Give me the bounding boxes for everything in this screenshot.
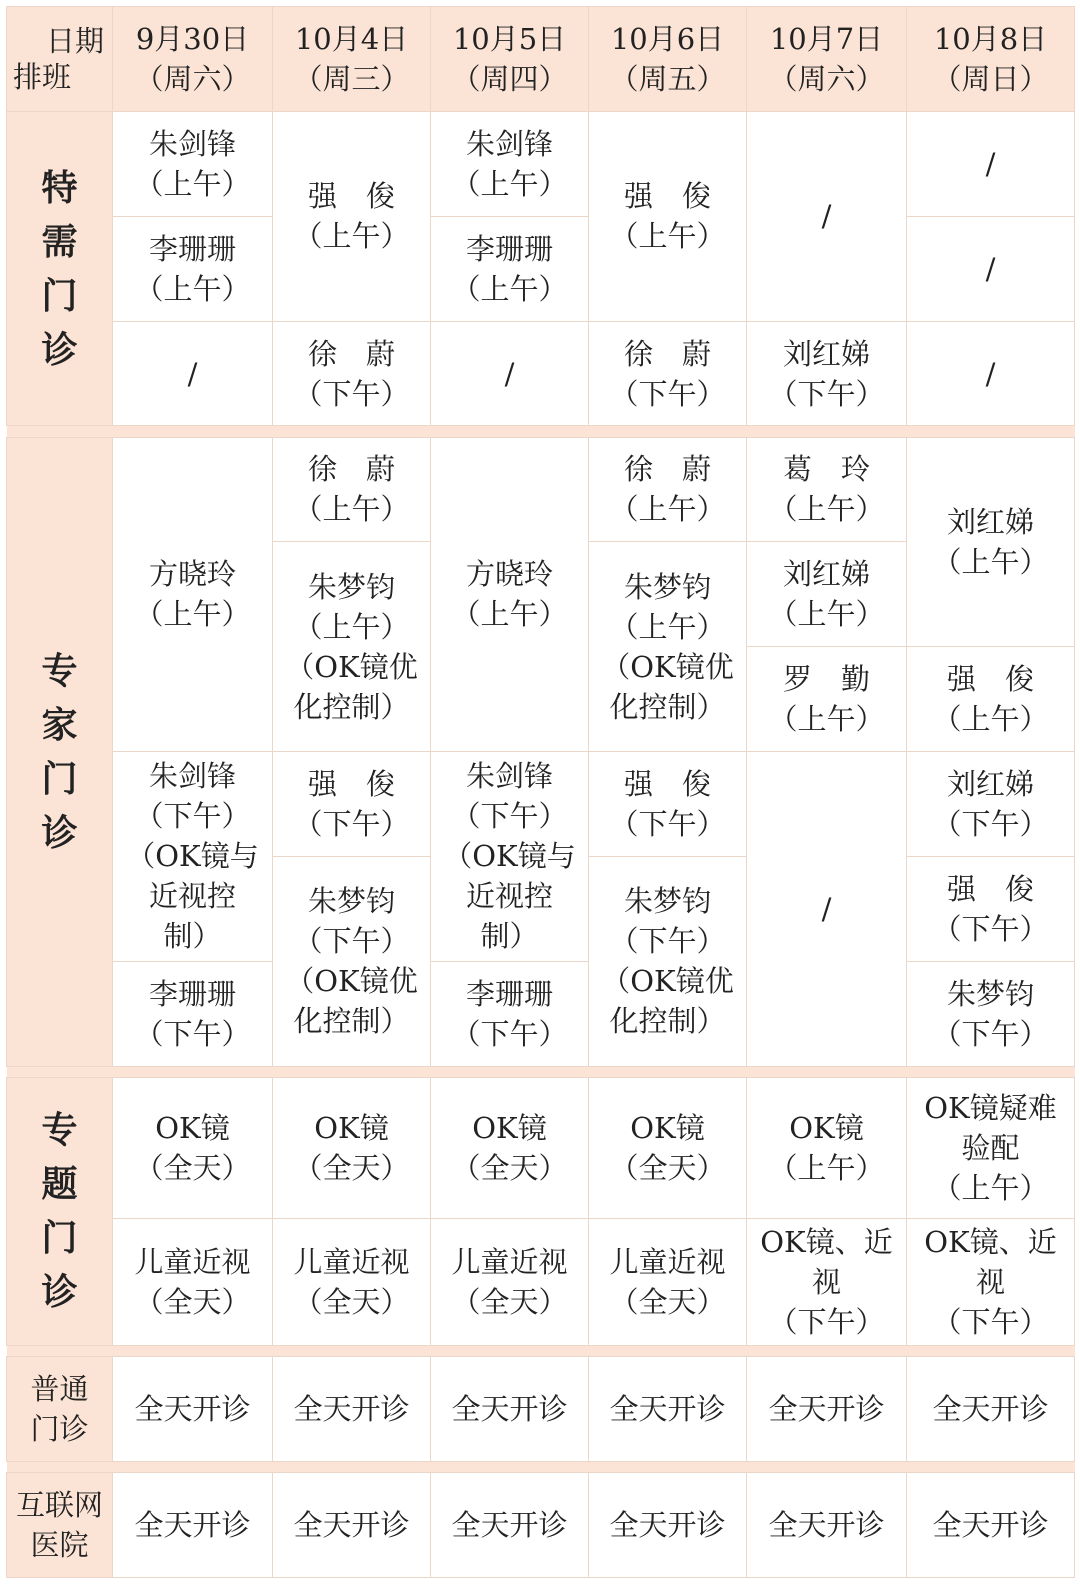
cell-text-line: （上午） (134, 271, 251, 306)
cell-text-line: 门 (41, 1217, 78, 1260)
cell-text-line: 儿童近视 (134, 1244, 251, 1279)
cell-text-line: 医院 (30, 1527, 89, 1562)
cell-text-line: 近视控 (148, 879, 236, 914)
date-header: 10月4日 （周三） (273, 7, 431, 112)
cell-text-line: 化控制） (293, 1004, 410, 1039)
cell-text-line: 化控制） (293, 689, 410, 724)
schedule-cell (747, 647, 907, 752)
schedule-cell: 全天开诊 (907, 1472, 1075, 1577)
cell-text-line: 罗 勤 (782, 662, 870, 697)
cell-text-line: （下午） (293, 924, 410, 959)
cell-text-line: 需 (41, 220, 78, 263)
date-header: 10月8日 （周日） (907, 7, 1075, 112)
cell-text-line: OK镜、近 (760, 1224, 893, 1259)
schedule-cell (907, 647, 1075, 752)
cell-text-line: （上午） (768, 702, 885, 737)
schedule-cell: 全天开诊 (273, 1357, 431, 1462)
header-row (7, 7, 1075, 112)
cell-text-line: 强 俊 (307, 767, 395, 802)
cell-text-line: （下午） (134, 799, 251, 834)
cell-text-line: （下午） (451, 799, 568, 834)
schedule-cell: / (113, 321, 273, 426)
special-row-3 (7, 321, 1075, 426)
section-divider (7, 1066, 1075, 1077)
cell-text-line: 视 (975, 1264, 1005, 1299)
cell-text-line: 朱梦钧 (307, 884, 395, 919)
schedule-cell (431, 111, 589, 216)
schedule-cell: 全天开诊 (431, 1472, 589, 1577)
cell-text-line: 题 (41, 1163, 78, 1206)
cell-text-line: 刘红娣 (946, 504, 1034, 539)
cell-text-line: （OK镜优 (285, 964, 418, 999)
cell-text-line: （上午） (932, 544, 1049, 579)
schedule-cell (589, 321, 747, 426)
cell-text-line: OK镜 (314, 1110, 389, 1145)
schedule-cell: 全天开诊 (431, 1357, 589, 1462)
cell-text-line: （OK镜优 (601, 964, 734, 999)
schedule-cell (747, 542, 907, 647)
cell-text-line: 普通 (30, 1371, 89, 1406)
cell-text-line: （全天） (293, 1284, 410, 1319)
schedule-cell: 全天开诊 (113, 1357, 273, 1462)
cell-text-line: 诊 (41, 328, 78, 371)
section-divider (7, 426, 1075, 437)
cell-text-line: （上午） (451, 597, 568, 632)
cell-text-line: 刘红娣 (946, 767, 1034, 802)
schedule-cell (907, 437, 1075, 647)
schedule-cell (589, 752, 747, 857)
section-divider (7, 1461, 1075, 1472)
cell-text-line: （下午） (932, 1304, 1049, 1339)
cell-text-line: 强 俊 (307, 179, 395, 214)
cell-text-line: 特 (41, 166, 78, 209)
schedule-cell (113, 111, 273, 216)
cell-text-line: OK镜疑难 (924, 1090, 1057, 1125)
schedule-cell (747, 321, 907, 426)
cell-text-line: （全天） (609, 1284, 726, 1319)
cell-text-line: （全天） (451, 1150, 568, 1185)
schedule-cell: 全天开诊 (589, 1472, 747, 1577)
schedule-cell: / (907, 216, 1075, 321)
cell-text-line: 李珊珊 (148, 976, 236, 1011)
cell-text-line: 方晓玲 (465, 557, 553, 592)
schedule-cell (273, 1077, 431, 1218)
cell-text-line: OK镜 (789, 1110, 864, 1145)
cell-text-line: 强 俊 (623, 767, 711, 802)
cell-text-line: 强 俊 (623, 179, 711, 214)
schedule-cell: 全天开诊 (113, 1472, 273, 1577)
date-header: 10月6日 （周五） (589, 7, 747, 112)
cell-text-line: 葛 玲 (782, 452, 870, 487)
cell-text-line: 儿童近视 (293, 1244, 410, 1279)
cell-text-line: （下午） (293, 807, 410, 842)
cell-text-line: 专 (41, 649, 78, 692)
schedule-cell (907, 856, 1075, 961)
schedule-cell (907, 1218, 1075, 1345)
schedule-cell: 全天开诊 (907, 1357, 1075, 1462)
cell-text-line: （下午） (451, 1016, 568, 1051)
corner-date-label: 日期 (45, 24, 104, 58)
schedule-cell (113, 961, 273, 1066)
schedule-cell (113, 216, 273, 321)
cell-text-line: （上午） (932, 702, 1049, 737)
schedule-cell: 全天开诊 (747, 1357, 907, 1462)
schedule-cell (589, 856, 747, 1066)
cell-text-line: 强 俊 (946, 871, 1034, 906)
cell-text-line: （上午） (609, 609, 726, 644)
cell-text-line: （上午） (932, 1170, 1049, 1205)
cell-text-line: 朱剑锋 (148, 126, 236, 161)
topic-row-1 (7, 1077, 1075, 1218)
schedule-cell (273, 111, 431, 321)
cell-text-line: 朱梦钧 (946, 976, 1034, 1011)
schedule-cell (747, 1218, 907, 1345)
cell-text-line: 李珊珊 (465, 231, 553, 266)
cell-text-line: （下午） (768, 376, 885, 411)
cell-text-line: 儿童近视 (451, 1244, 568, 1279)
schedule-cell (431, 1218, 589, 1345)
general-clinic-label (7, 1357, 113, 1462)
cell-text-line: 家 (41, 703, 78, 746)
cell-text-line: （OK镜与 (443, 839, 576, 874)
cell-text-line: 朱梦钧 (307, 569, 395, 604)
corner-shift-label: 排班 (13, 59, 72, 94)
cell-text-line: 徐 蔚 (623, 336, 711, 371)
schedule-cell (907, 752, 1075, 857)
schedule-cell (431, 752, 589, 962)
cell-text-line: （全天） (609, 1150, 726, 1185)
cell-text-line: 朱剑锋 (465, 759, 553, 794)
cell-text-line: 制） (480, 919, 539, 954)
cell-text-line: 互联网 (15, 1487, 103, 1522)
schedule-cell (589, 1218, 747, 1345)
cell-text-line: 儿童近视 (609, 1244, 726, 1279)
cell-text-line: 朱梦钧 (623, 569, 711, 604)
cell-text-line: 制） (163, 919, 222, 954)
schedule-cell (589, 1077, 747, 1218)
date-header: 10月5日 （周四） (431, 7, 589, 112)
schedule-cell (907, 961, 1075, 1066)
cell-text-line: （全天） (293, 1150, 410, 1185)
cell-text-line: （上午） (609, 219, 726, 254)
cell-text-line: OK镜 (630, 1110, 705, 1145)
schedule-cell: 全天开诊 (273, 1472, 431, 1577)
cell-text-line: （上午） (451, 166, 568, 201)
schedule-cell: / (747, 111, 907, 321)
cell-text-line: （下午） (768, 1304, 885, 1339)
schedule-cell (747, 1077, 907, 1218)
date-header: 10月7日 （周六） (747, 7, 907, 112)
schedule-cell (113, 437, 273, 752)
schedule-cell (273, 1218, 431, 1345)
cell-text-line: （OK镜与 (126, 839, 259, 874)
cell-text-line: 李珊珊 (148, 231, 236, 266)
cell-text-line: 刘红娣 (782, 557, 870, 592)
cell-text-line: 近视控 (465, 879, 553, 914)
cell-text-line: 李珊珊 (465, 976, 553, 1011)
section-divider (7, 1345, 1075, 1356)
schedule-cell (273, 437, 431, 542)
cell-text-line: 化控制） (609, 689, 726, 724)
cell-text-line: 徐 蔚 (623, 452, 711, 487)
cell-text-line: OK镜 (472, 1110, 547, 1145)
internet-hospital-label (7, 1472, 113, 1577)
internet-row (7, 1472, 1075, 1577)
cell-text-line: 门 (41, 757, 78, 800)
cell-text-line: 徐 蔚 (307, 336, 395, 371)
schedule-cell: / (747, 752, 907, 1067)
schedule-cell: 全天开诊 (589, 1357, 747, 1462)
schedule-cell (113, 752, 273, 962)
cell-text-line: （全天） (451, 1284, 568, 1319)
schedule-cell: / (907, 321, 1075, 426)
cell-text-line: （OK镜优 (285, 649, 418, 684)
cell-text-line: 方晓玲 (148, 557, 236, 592)
cell-text-line: 门 (41, 274, 78, 317)
schedule-cell (431, 216, 589, 321)
expert-row-6 (7, 961, 1075, 1066)
expert-row-1 (7, 437, 1075, 542)
cell-text-line: （下午） (932, 807, 1049, 842)
cell-text-line: 验配 (961, 1130, 1020, 1165)
cell-text-line: （下午） (134, 1016, 251, 1051)
schedule-cell: / (907, 111, 1075, 216)
cell-text-line: （下午） (609, 376, 726, 411)
general-row (7, 1357, 1075, 1462)
schedule-cell (113, 1077, 273, 1218)
cell-text-line: 视 (811, 1264, 841, 1299)
cell-text-line: 化控制） (609, 1004, 726, 1039)
cell-text-line: 刘红娣 (782, 336, 870, 371)
schedule-cell (431, 1077, 589, 1218)
cell-text-line: 朱剑锋 (465, 126, 553, 161)
schedule-cell (431, 961, 589, 1066)
cell-text-line: 徐 蔚 (307, 452, 395, 487)
special-row-1 (7, 111, 1075, 216)
schedule-cell (589, 542, 747, 752)
schedule-cell (273, 752, 431, 857)
corner-cell (7, 7, 113, 112)
cell-text-line: （上午） (134, 166, 251, 201)
cell-text-line: 朱梦钧 (623, 884, 711, 919)
schedule-cell: 全天开诊 (747, 1472, 907, 1577)
schedule-table (6, 6, 1075, 1578)
schedule-cell (273, 321, 431, 426)
cell-text-line: （上午） (609, 492, 726, 527)
cell-text-line: 强 俊 (946, 662, 1034, 697)
cell-text-line: （上午） (768, 492, 885, 527)
cell-text-line: 专 (41, 1109, 78, 1152)
cell-text-line: （全天） (134, 1284, 251, 1319)
cell-text-line: （上午） (768, 1150, 885, 1185)
expert-clinic-label (7, 437, 113, 1066)
date-header: 9月30日 （周六） (113, 7, 273, 112)
schedule-cell (747, 437, 907, 542)
special-row-2 (7, 216, 1075, 321)
topic-clinic-label (7, 1077, 113, 1345)
cell-text-line: （上午） (451, 271, 568, 306)
schedule-cell (589, 437, 747, 542)
cell-text-line: （下午） (609, 924, 726, 959)
cell-text-line: （上午） (768, 597, 885, 632)
expert-row-4 (7, 752, 1075, 857)
schedule-cell (113, 1218, 273, 1345)
topic-row-2 (7, 1218, 1075, 1345)
cell-text-line: （上午） (293, 492, 410, 527)
schedule-cell (273, 856, 431, 1066)
cell-text-line: （下午） (932, 911, 1049, 946)
cell-text-line: OK镜 (155, 1110, 230, 1145)
cell-text-line: （下午） (293, 376, 410, 411)
schedule-cell (589, 111, 747, 321)
cell-text-line: 门诊 (30, 1411, 89, 1446)
cell-text-line: （下午） (932, 1016, 1049, 1051)
schedule-cell (273, 542, 431, 752)
cell-text-line: （上午） (293, 219, 410, 254)
special-clinic-label (7, 111, 113, 426)
schedule-cell (907, 1077, 1075, 1218)
schedule-cell (431, 437, 589, 752)
cell-text-line: OK镜、近 (924, 1224, 1057, 1259)
cell-text-line: （上午） (134, 597, 251, 632)
cell-text-line: 朱剑锋 (148, 759, 236, 794)
cell-text-line: （OK镜优 (601, 649, 734, 684)
cell-text-line: （上午） (293, 609, 410, 644)
cell-text-line: 诊 (41, 811, 78, 854)
cell-text-line: （下午） (609, 807, 726, 842)
schedule-cell: / (431, 321, 589, 426)
cell-text-line: （全天） (134, 1150, 251, 1185)
cell-text-line: 诊 (41, 1271, 78, 1314)
